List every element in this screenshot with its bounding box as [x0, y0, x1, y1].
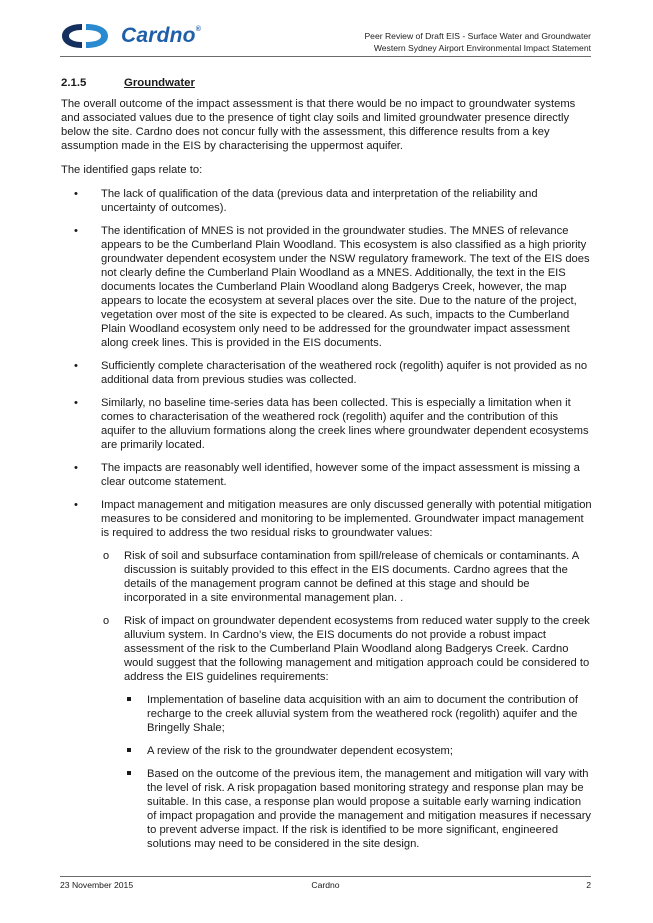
header-title-line1: Peer Review of Draft EIS - Surface Water and Groundwater: [364, 31, 591, 41]
section-number: 2.1.5: [61, 77, 87, 89]
header-title-line2: Western Sydney Airport Environmental Impact Statement: [373, 43, 591, 53]
square-bullet-icon: [127, 748, 131, 752]
cardno-logo: [60, 20, 201, 52]
gaps-list: [61, 187, 593, 851]
footer-company: Cardno: [311, 880, 340, 890]
page-number: 2: [586, 880, 591, 890]
gaps-intro: The identified gaps relate to:: [61, 164, 203, 176]
list-item: o Risk of soil and subsurface contamination from spill/release of chemicals or contaminants. A discussion is suitably provided to this effect in the EIS documents. Cardno agrees that the details of the management program cannot be defined at this stage and should be incorporated in a site environmental management plan. .: [103, 550, 579, 604]
residual-risks-list: [101, 549, 593, 851]
section-title: Groundwater: [124, 77, 195, 89]
square-bullet-icon: [127, 697, 131, 701]
list-item: A review of the risk to the groundwater dependent ecosystem;: [124, 744, 593, 758]
list-item: o Risk of impact on groundwater dependent ecosystems from reduced water supply to the creek alluvium system. In Cardno’s view, the EIS documents do not provide a robust impact assessment of the risk to the Cumberland Plain Woodland along Badgerys Creek. Cardno would suggest that the following management and mitigation approach could be considered to address the EIS guidelines requirements: Implementation of baseline data acquisition with an aim to document the contribution of recharge to the creek alluvial system from the weathered rock (regolith) aquifer and the Bringelly Shale; A review of the risk to the groundwater dependent ecosystem; Based on the outcome of the previous item, the management and mitigation will vary with the level of risk. A risk propagation based monitoring strategy and response plan may be suitable. In this case, a response plan would propose a suitable early warning indication of impact propagation and provide the management and mitigation measures if necessary to prevent adverse impact. If the risk is identified to be more significant, engineered solutions may need to be considered in the site design.: [103, 615, 592, 850]
header-divider: [60, 56, 591, 57]
list-item: • Impact management and mitigation measures are only discussed generally with potential mitigation measures to be considered and monitoring to be implemented. Groundwater impact management is required to address the two residual risks to groundwater values: o Risk of soil and subsurface contamination from spill/release of chemicals or contaminants. A discussion is suitably provided to this effect in the EIS documents. Cardno agrees that the details of the management program cannot be defined at this stage and should be incorporated in a site environmental management plan. . o Risk of impact on groundwater dependent ecosystems from reduced water supply to the creek alluvium system. In Cardno’s view, the EIS documents do not provide a robust impact assessment of the risk to the Cumberland Plain Woodland along Badgerys Creek. Cardno would suggest that the following management and mitigation approach could be considered to address the EIS guidelines requirements: Implementation of baseline data acquisition with an aim to document the contribution of recharge to the creek alluvial system from the weathered rock (regolith) aquifer and the Bringelly Shale; A review of the risk to the groundwater dependent ecosystem; Based on the outcome of the previous item, the management and mitigation will vary with the level of risk. A risk propagation based monitoring strategy and response plan may be suitable. In this case, a response plan would propose a suitable early warning indication of impact propagation and provide the management and mitigation measures if necessary to prevent adverse impact. If the risk is identified to be more significant, engineered solutions may need to be considered in the site design.: [74, 499, 592, 850]
footer-divider: [60, 876, 591, 877]
bullet-marker: •: [74, 397, 78, 409]
list-item: Based on the outcome of the previous item, the management and mitigation will vary with the level of risk. A risk propagation based monitoring strategy and response plan may be suitable. In this case, a response plan would propose a suitable early warning indication of impact propagation and provide the management and mitigation measures if necessary to prevent adverse impact. If the risk is identified to be more significant, engineered solutions may need to be considered in the site design.: [124, 767, 593, 851]
list-item: • The identification of MNES is not provided in the groundwater studies. The MNES of relevance appears to be the Cumberland Plain Woodland. This ecosystem is also classified as a high priority groundwater dependent ecosystem under the NSW regulatory framework. The text of the EIS does not clearly define the Cumberland Plain Woodland as a MNES. Additionally, the text in the EIS documents locates the Cumberland Plain Woodland along Badgerys Creek, however, the map appears to locate the ecosystem at several places over the site. Due to the nature of the project, vegetation over most of the site is expected to be cleared. As such, impacts to the Cumberland Plain Woodland ecosystem only need to be addressed for the groundwater impact assessment along creek lines. This is provided in the EIS documents.: [74, 225, 590, 349]
section-heading: [61, 76, 593, 90]
intro-paragraph: The overall outcome of the impact assessment is that there would be no impact to groundwater systems and associated values due to the presence of tight clay soils and limited groundwater presence directly below the site. Cardno does not concur fully with the assessment, this difference results from a key assumption made in the EIS by characterising the uppermost aquifer.: [61, 98, 576, 152]
bullet-marker: •: [74, 462, 78, 474]
mitigation-approach-list: [124, 693, 593, 851]
circle-bullet-marker: o: [103, 550, 110, 562]
document-body: [61, 76, 593, 860]
logo-wordmark: Cardno®: [121, 24, 202, 47]
square-bullet-icon: [127, 771, 131, 775]
bullet-marker: •: [74, 188, 78, 200]
list-item: • Similarly, no baseline time-series data has been collected. This is especially a limitation when it comes to characterisation of the weathered rock (regolith) aquifer and the contribution of this aquifer to the alluvium formations along the creek lines where groundwater dependent ecosystems are primarily located.: [74, 397, 589, 451]
list-item: Implementation of baseline data acquisition with an aim to document the contribution of recharge to the creek alluvial system from the weathered rock (regolith) aquifer and the Bringelly Shale;: [124, 693, 593, 735]
list-item: • The impacts are reasonably well identified, however some of the impact assessment is missing a clear outcome statement.: [74, 462, 580, 488]
bullet-marker: •: [74, 225, 78, 237]
cardno-mark-icon: [60, 21, 116, 51]
list-item: • Sufficiently complete characterisation of the weathered rock (regolith) aquifer is not provided as no additional data from previous studies was collected.: [74, 360, 588, 386]
circle-bullet-marker: o: [103, 615, 110, 627]
bullet-marker: •: [74, 499, 78, 511]
list-item: • The lack of qualification of the data (previous data and interpretation of the reliability and uncertainty of outcomes).: [74, 188, 538, 214]
footer-date: 23 November 2015: [60, 880, 134, 890]
document-header: [364, 30, 591, 54]
document-footer: [60, 880, 591, 892]
bullet-marker: •: [74, 360, 78, 372]
